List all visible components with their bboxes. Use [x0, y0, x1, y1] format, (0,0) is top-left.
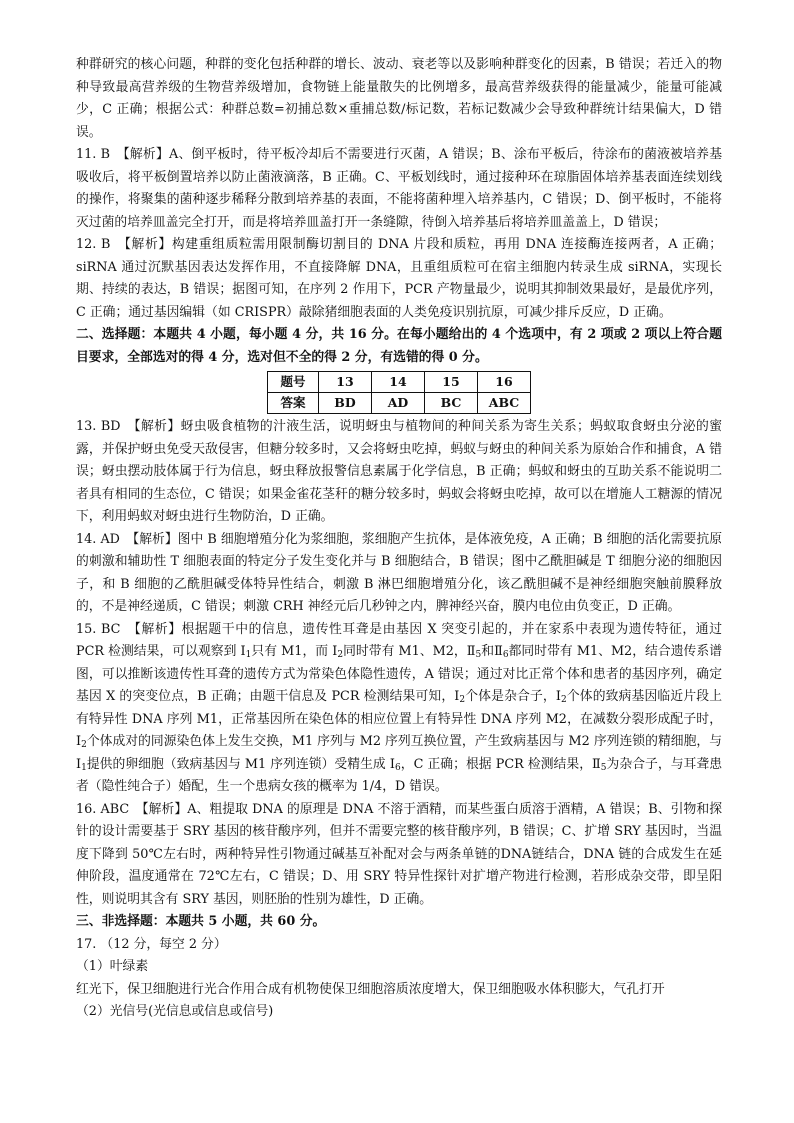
question-17-part-2: （2）光信号(光信息或信息或信号): [76, 1004, 274, 1019]
answer-table-row-numbers: [268, 372, 531, 393]
text-segment: 个体成对的同源染色体上发生交换，M1 序列与 M2 序列互换位置，产生致病基因与 M2 序列连锁的精细胞，与 I: [76, 734, 722, 772]
text-segment: 个体是杂合子，I: [465, 689, 561, 704]
subscript: 6: [394, 762, 401, 773]
text-segment: 提供的卵细胞（致病基因与 M1 序列连锁）受精生成 Ⅰ: [86, 756, 395, 772]
answer-table-header-number: 题号: [268, 372, 319, 393]
paragraph-answer-13: 13. BD 【解析】蚜虫吸食植物的汁液生活，说明蚜虫与植物间的种间关系为寄生关系；蚂蚁取食蚜虫分泌的蜜露，并保护蚜虫免受天敌侵害，但糖分较多时，又会将蚜虫吃掉，蚂蚁与蚜虫的种间关系为原始合作和捕食，A 错误；蚜虫摆动肢体属于行为信息，蚜虫释放报警信息素属于化学信息，B 正确；蚂蚁和蚜虫的互助关系不能说明二者具有相同的生态位，C 错误；如果金雀花茎秆的糖分较多时，蚂蚁会将蚜虫吃掉，故可以在增施人工糖源的情况下，利用蚂蚁对蚜虫进行生物防治，D 正确。: [76, 419, 722, 524]
answer-table-answer-13: BD: [319, 393, 372, 414]
subscript: 2: [337, 650, 344, 660]
text-segment: 都同时带有 M1、M2，结合遗传系谱图，可以推断该遗传性耳聋的遗传方式为常染色体隐性遗传，A 错误；通过对比正常个体和患者的基因序列，确定基因 X 的突变位点，B 正确；由题干信息及 PCR 检测结果可知，I: [76, 644, 723, 704]
text-segment: 个体的致病基因临近片段上有特异性 DNA 序列 M1，正常基因所在染色体的相应位置上有特异性 DNA 序列 M2，在减数分裂形成配子时，I: [76, 689, 723, 749]
document-body: [76, 54, 722, 1024]
subscript: 1: [245, 650, 252, 660]
paragraph-answer-15: [76, 619, 722, 799]
subscript: 2: [560, 695, 567, 705]
subscript: 2: [459, 695, 466, 705]
paragraph-population-explanation: 种群研究的核心问题，种群的变化包括种群的增长、波动、衰老等以及影响种群变化的因素，B 错误；若迁入的物种导致最高营养级的生物营养级增加，食物链上能量散失的比例增多，最高营养级获得的能量减少，能量可能减少，C 正确；根据公式：种群总数=初捕总数×重捕总数/标记数，若标记数减少会导致种群统计结果偏大，D 错误。: [76, 57, 722, 140]
text-segment: 同时带有 M1、M2，Ⅱ: [343, 644, 476, 659]
answer-table-row-answers: [268, 393, 531, 414]
answer-table-answer-16: ABC: [478, 393, 531, 414]
paragraph-answer-12: 12. B 【解析】构建重组质粒需用限制酶切割目的 DNA 片段和质粒，再用 DNA 连接酶连接两者，A 正确；siRNA 通过沉默基因表达发挥作用，不直接降解 DNA，且重组质粒可在宿主细胞内转录生成 siRNA，实现长期、持续的表达，B 错误；据图可知，在序列 2 作用下，PCR 产物量最少，说明其抑制效果最好，是最优序列，C 正确；通过基因编辑（如 CRISPR）敲除猪细胞表面的人类免疫识别抗原，可减少排斥反应，D 正确。: [76, 237, 722, 320]
answer-table-number-16: 16: [478, 372, 531, 393]
answer-table-header-answer: 答案: [268, 393, 319, 414]
paragraph-answer-14: 14. AD 【解析】图中 B 细胞增殖分化为浆细胞，浆细胞产生抗体，是体液免疫，A 正确；B 细胞的活化需要抗原的刺激和辅助性 T 细胞表面的特定分子发生变化并与 B 细胞结合，B 错误；图中乙酰胆碱是 T 细胞分泌的细胞因子，和 B 细胞的乙酰胆碱受体特异性结合，刺激 B 淋巴细胞增殖分化，该乙酰胆碱不是神经细胞突触前膜释放的，不是神经递质，C 错误；刺激 CRH 神经元后几秒钟之内，脾神经兴奋，膜内电位由负变正，D 正确。: [76, 531, 722, 614]
answer-table: [267, 371, 531, 414]
paragraph-answer-16: 16. ABC 【解析】A、粗提取 DNA 的原理是 DNA 不溶于酒精，而某些蛋白质溶于酒精，A 错误；B、引物和探针的设计需要基于 SRY 基因的核苷酸序列，但并不需要完整的核苷酸序列，B 错误；C、扩增 SRY 基因时，当温度下降到 50℃左右时，两种特异性引物通过碱基互补配对会与两条单链的DNA链结合，DNA 链的合成发生在延伸阶段，温度通常在 72℃左右，C 错误；D、用 SRY 特异性探针对扩增产物进行检测，若形成杂交带，即呈阳性，则说明其含有 SRY 基因，则胚胎的性别为雄性，D 正确。: [76, 801, 722, 907]
answer-table-number-15: 15: [425, 372, 478, 393]
text-segment: 和Ⅱ: [481, 644, 503, 659]
question-17-heading: 17. （12 分，每空 2 分）: [76, 936, 227, 952]
subscript: 6: [502, 650, 509, 660]
subscript: 2: [81, 740, 87, 750]
text-segment: 为杂合子，与耳聋患者（隐性纯合子）婚配，生一个患病女孩的概率为 1/4，D 错误。: [76, 756, 723, 794]
subscript: 5: [475, 650, 482, 660]
answer-table-number-14: 14: [372, 372, 425, 393]
answer-table-answer-14: AD: [372, 393, 425, 414]
section-heading-non-choice: 三、非选择题：本题共 5 小题，共 60 分。: [76, 914, 326, 929]
answer-table-answer-15: BC: [425, 393, 478, 414]
paragraph-answer-11: 11. B 【解析】A、倒平板时，待平板冷却后不需要进行灭菌，A 错误；B、涂布平板后，待涂布的菌液被培养基吸收后，将平板倒置培养以防止菌液滴落，B 正确。C、平板划线时，通过接种环在琼脂固体培养基表面连续划线的操作，将聚集的菌种逐步稀释分散到培养基的表面，不能将菌种埋入培养基内，C 错误；D、倒平板时，不能将灭过菌的培养皿盖完全打开，而是将培养皿盖打开一条缝隙，待倒入培养基后将培养皿盖盖上，D 错误；: [76, 147, 722, 230]
question-17-part-1-explanation: 红光下，保卫细胞进行光合作用合成有机物使保卫细胞溶质浓度增大，保卫细胞吸水体积膨大，气孔打开: [76, 981, 665, 997]
question-17-part-1: （1）叶绿素: [76, 959, 149, 974]
text-segment: 15. BC 【解析】根据题干中的信息，遗传性耳聋是由基因 X 突变引起的，并在家系中表现为遗传特征，通过 PCR 检测结果，可以观察到 Ⅰ: [76, 621, 722, 659]
text-segment: ，C 正确；根据 PCR 检测结果，Ⅱ: [400, 756, 601, 772]
section-heading-multiple-choice: 二、选择题：本题共 4 小题，每小题 4 分，共 16 分。在每小题给出的 4 个选项中，有 2 项或 2 项以上符合题目要求，全部选对的得 4 分，选对但不全的得 2 分，有选错的得 0 分。: [76, 327, 722, 365]
text-segment: 只有 M1，而 Ⅰ: [251, 644, 338, 659]
subscript: 1: [81, 762, 87, 773]
subscript: 5: [600, 762, 607, 773]
answer-table-number-13: 13: [319, 372, 372, 393]
